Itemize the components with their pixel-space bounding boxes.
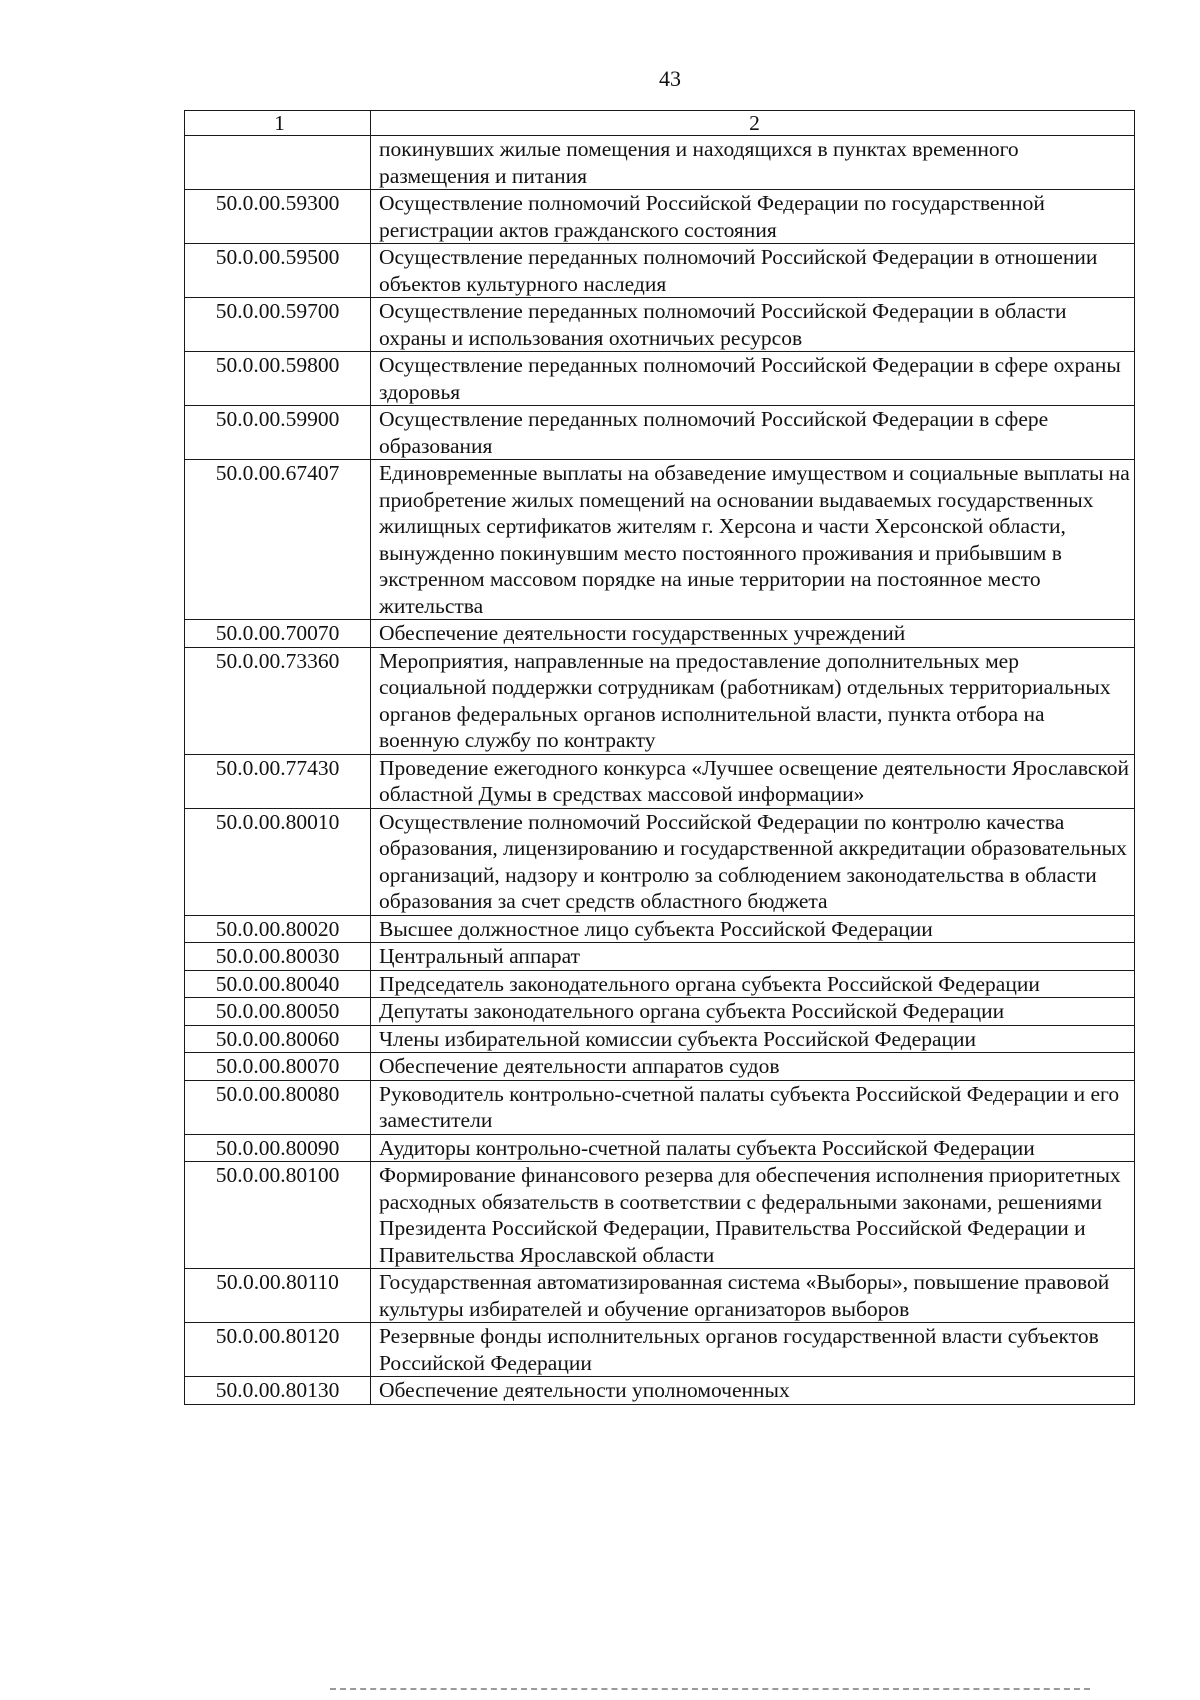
description-cell: Обеспечение деятельности аппаратов судов xyxy=(371,1053,1135,1081)
table-row xyxy=(185,136,1135,190)
description-cell: Депутаты законодательного органа субъекта Российской Федерации xyxy=(371,998,1135,1026)
table-row xyxy=(185,298,1135,352)
table-row xyxy=(185,406,1135,460)
page-number: 43 xyxy=(659,66,681,91)
table-row xyxy=(185,1025,1135,1053)
code-cell: 50.0.00.80040 xyxy=(185,970,371,998)
code-cell xyxy=(185,136,371,190)
description-cell: Высшее должностное лицо субъекта Российской Федерации xyxy=(371,915,1135,943)
code-cell: 50.0.00.80130 xyxy=(185,1377,371,1405)
description-cell: Центральный аппарат xyxy=(371,943,1135,971)
description-cell: Государственная автоматизированная система «Выборы», повышение правовой культуры избирателей и обучение организаторов выборов xyxy=(371,1269,1135,1323)
table-row xyxy=(185,915,1135,943)
description-cell: Председатель законодательного органа субъекта Российской Федерации xyxy=(371,970,1135,998)
code-cell: 50.0.00.80060 xyxy=(185,1025,371,1053)
code-cell: 50.0.00.80020 xyxy=(185,915,371,943)
code-cell: 50.0.00.59700 xyxy=(185,298,371,352)
description-cell: Проведение ежегодного конкурса «Лучшее освещение деятельности Ярославской областной Думы в средствах массовой информации» xyxy=(371,754,1135,808)
budget-classification-table xyxy=(184,110,1134,1405)
table-row xyxy=(185,998,1135,1026)
table-row xyxy=(185,1134,1135,1162)
table-row xyxy=(185,754,1135,808)
description-cell: Обеспечение деятельности уполномоченных xyxy=(371,1377,1135,1405)
code-cell: 50.0.00.80050 xyxy=(185,998,371,1026)
table-row xyxy=(185,352,1135,406)
description-cell: Осуществление переданных полномочий Российской Федерации в отношении объектов культурного наследия xyxy=(371,244,1135,298)
table-body xyxy=(185,136,1135,1405)
description-cell: Обеспечение деятельности государственных учреждений xyxy=(371,620,1135,648)
column-header-name: 2 xyxy=(371,111,1135,136)
code-cell: 50.0.00.80010 xyxy=(185,808,371,915)
description-cell: Руководитель контрольно-счетной палаты субъекта Российской Федерации и его заместители xyxy=(371,1080,1135,1134)
code-cell: 50.0.00.59800 xyxy=(185,352,371,406)
codes-table xyxy=(184,110,1135,1405)
table-row xyxy=(185,970,1135,998)
description-cell: Резервные фонды исполнительных органов государственной власти субъектов Российской Федерации xyxy=(371,1323,1135,1377)
description-cell: Формирование финансового резерва для обеспечения исполнения приоритетных расходных обязательств в соответствии с федеральными законами, решениями Президента Российской Федерации, Правительства Российской Федерации и Правительства Ярославской области xyxy=(371,1162,1135,1269)
code-cell: 50.0.00.80080 xyxy=(185,1080,371,1134)
code-cell: 50.0.00.70070 xyxy=(185,620,371,648)
table-row xyxy=(185,1377,1135,1405)
table-row xyxy=(185,190,1135,244)
table-row xyxy=(185,1323,1135,1377)
column-header-code: 1 xyxy=(185,111,371,136)
description-cell: Осуществление переданных полномочий Российской Федерации в сфере охраны здоровья xyxy=(371,352,1135,406)
description-cell: Аудиторы контрольно-счетной палаты субъекта Российской Федерации xyxy=(371,1134,1135,1162)
description-cell: Осуществление полномочий Российской Федерации по государственной регистрации актов гражданского состояния xyxy=(371,190,1135,244)
code-cell: 50.0.00.80030 xyxy=(185,943,371,971)
code-cell: 50.0.00.73360 xyxy=(185,647,371,754)
table-row xyxy=(185,1269,1135,1323)
description-cell: Мероприятия, направленные на предоставление дополнительных мер социальной поддержки сотрудникам (работникам) отдельных территориальных органов федеральных органов исполнительной власти, пункта отбора на военную службу по контракту xyxy=(371,647,1135,754)
table-row xyxy=(185,647,1135,754)
code-cell: 50.0.00.80070 xyxy=(185,1053,371,1081)
description-cell: Члены избирательной комиссии субъекта Российской Федерации xyxy=(371,1025,1135,1053)
table-row xyxy=(185,244,1135,298)
description-cell: Осуществление переданных полномочий Российской Федерации в области охраны и использования охотничьих ресурсов xyxy=(371,298,1135,352)
description-cell: Осуществление переданных полномочий Российской Федерации в сфере образования xyxy=(371,406,1135,460)
description-cell: Единовременные выплаты на обзаведение имуществом и социальные выплаты на приобретение жилых помещений на основании выдаваемых государственных жилищных сертификатов жителям г. Херсона и части Херсонской области, вынужденно покинувшим место постоянного проживания и прибывшим в экстренном массовом порядке на иные территории на постоянное место жительства xyxy=(371,460,1135,620)
code-cell: 50.0.00.80110 xyxy=(185,1269,371,1323)
table-row xyxy=(185,1162,1135,1269)
table-row xyxy=(185,808,1135,915)
code-cell: 50.0.00.59300 xyxy=(185,190,371,244)
description-cell: покинувших жилые помещения и находящихся в пунктах временного размещения и питания xyxy=(371,136,1135,190)
scan-artifact-line xyxy=(330,1688,1090,1693)
table-row xyxy=(185,1080,1135,1134)
code-cell: 50.0.00.80120 xyxy=(185,1323,371,1377)
table-row xyxy=(185,460,1135,620)
code-cell: 50.0.00.59900 xyxy=(185,406,371,460)
table-row xyxy=(185,620,1135,648)
code-cell: 50.0.00.67407 xyxy=(185,460,371,620)
code-cell: 50.0.00.80100 xyxy=(185,1162,371,1269)
header-row xyxy=(185,111,1135,136)
code-cell: 50.0.00.77430 xyxy=(185,754,371,808)
code-cell: 50.0.00.80090 xyxy=(185,1134,371,1162)
table-row xyxy=(185,943,1135,971)
description-cell: Осуществление полномочий Российской Федерации по контролю качества образования, лицензированию и государственной аккредитации образовательных организаций, надзору и контролю за соблюдением законодательства в области образования за счет средств областного бюджета xyxy=(371,808,1135,915)
code-cell: 50.0.00.59500 xyxy=(185,244,371,298)
table-row xyxy=(185,1053,1135,1081)
